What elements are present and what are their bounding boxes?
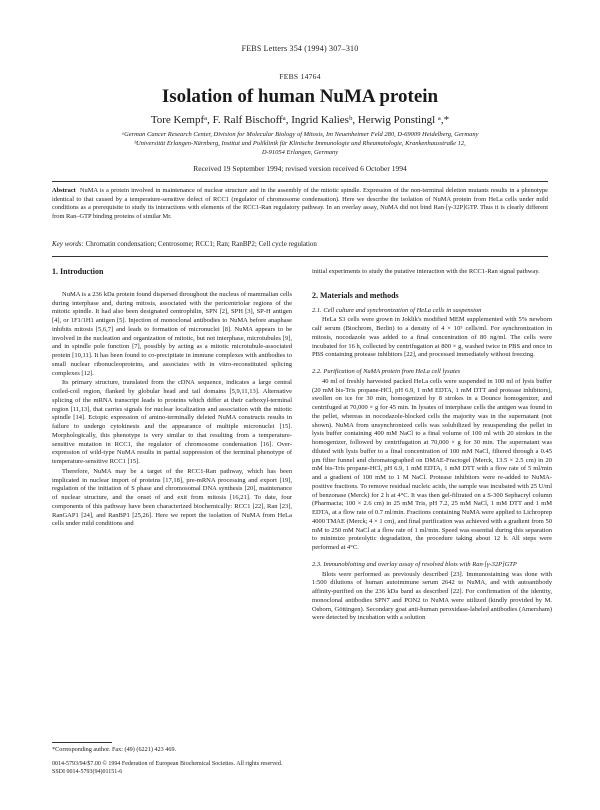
febs-identifier: FEBS 14764	[279, 72, 321, 81]
abstract	[52, 187, 548, 221]
intro-paragraph: Therefore, NuMA may be a target of the RCC1-Ran pathway, which has been implicated in nuclear import of proteins [17,18], pre-mRNA processing and export [19], regulation of the initiation of S phase and chromosomal DNA synthesis [20], maintenance of nuclear structure, and the onset of and exit from mitosis [16,21]. To date, four components of this pathway have been characterized biochemically: RCC1 [22], Ran [23], RanGAP1 [24], and RanBP1 [25,26]. Here we report the isolation of NuMA from HeLa cells under mild conditions and	[52, 467, 292, 528]
intro-paragraph: NuMA is a 236 kDa protein found dispersed throughout the nucleus of mammalian cells during interphase and, during mitosis, associated with the pericentriolar regions of the mitotic spindle. It had also been designated centrophilin, SPN [2], SPH [3], SP-H antigen [4], or 1F1/1H1 antigen [5]. Injection of monoclonal antibodies to NuMA before anaphase inhibits mitosis [5,6,7] and leads to formation of micronuclei [8]. NuMA appears to be involved in the nucleation and organization of mitotic, but not interphase, microtubules [9], and in spindle pole function [7], possibly by acting as a mitotic microtubule-associated protein [10,11]. It has been found to co-precipitate in immune complexes with antibodies to small nuclear ribonucleoproteins, and associates with in vitro-reconstituted splicing complexes [12].	[52, 290, 292, 377]
divider-bottom	[52, 256, 548, 257]
keywords	[52, 240, 548, 248]
methods-heading: 2. Materials and methods	[312, 290, 399, 300]
copyright-notice	[52, 760, 548, 776]
journal-reference: FEBS Letters 354 (1994) 307–310	[241, 44, 359, 53]
abstract-text: NuMA is a protein involved in maintenance of nuclear structure and in the assembly of the mitotic spindle. Expression of the non-terminal deletion mutants results in a phenotype identical to that caused by a temperature-sensitive defect of RCC1 (regulator of chromosome condensation). Here we describe the isolation of NuMA protein from HeLa cells under mild conditions as a prerequisite to study its interactions with elements of the RCC1-Ran regulatory pathway. In an overlay assay, NuMA did not bind Ran·[γ-32P]GTP. Thus it is clearly different from Ran–GTP binding proteins of similar Mr.	[52, 187, 548, 220]
keywords-text: Chromatin condensation; Centrosome; RCC1; Ran; RanBP2; Cell cycle regulation	[85, 240, 317, 248]
divider-top	[52, 181, 548, 182]
ssdi-line: SSDI 0014-5793(94)01151-6	[52, 769, 123, 775]
right-column	[312, 268, 552, 624]
subsection-heading: 2.1. Cell culture and synchronization of HeLa cells in suspension	[312, 306, 482, 314]
left-column	[52, 268, 292, 530]
author-list: Tore Kempfᵃ, F. Ralf Bischoffᵃ, Ingrid Kaliesᵇ, Herwig Ponstingl ᵃ,*	[150, 114, 450, 126]
introduction-heading: 1. Introduction	[52, 267, 104, 276]
affiliations	[80, 130, 520, 157]
subsection-text: HeLa S3 cells were grown in Joklik's modified MEM supplemented with 5% newborn calf serum (Biochrom, Berlin) to a density of 4 × 10⁵ cells/ml. For synchronization in mitosis, nocodazole was added to a final concentration of 80 ng/ml. The cells were incubated for 16 h, collected by centrifugation at 800 × g, washed twice in PBS and once in PBS containing protease inhibitors [22], and processed immediately without freezing.	[312, 316, 552, 359]
affiliation-b: ᵇUniversität Erlangen-Nürnberg, Institut und Poliklinik für Klinische Immunologie und Rheumatologie, Krankenhausstraße 12,	[134, 140, 466, 147]
article-title: Isolation of human NuMA protein	[161, 86, 439, 107]
affiliation-b-city: D-91054 Erlangen, Germany	[261, 149, 339, 156]
footnote-rule	[52, 742, 112, 743]
copyright-line: 0014-5793/94/$7.00 © 1994 Federation of European Biochemical Societies. All rights reserved.	[52, 761, 283, 767]
received-dates: Received 19 September 1994; revised version received 6 October 1994	[193, 164, 407, 173]
keywords-label: Key words:	[52, 240, 84, 248]
intro-continuation: initial experiments to study the putative interaction with the RCC1-Ran signal pathway.	[312, 268, 540, 275]
intro-paragraph: Its primary structure, translated from the cDNA sequence, indicates a large central coiled-coil region, flanked by globular head and tail domains [5,9,11,13]. Alternative splicing of the mRNA transcript leads to proteins which differ at their carboxyl-terminal region [11,13], that carries signals for nuclear localization and association with the mitotic spindle [14]. Ectopic expression of amino-terminally deleted NuMA constructs results in failure to undergo cytokinesis and the appearance of multiple micronuclei [15]. Morphologically, this phenotype is very similar to that resulting from a temperature-sensitive mutation in RCC1, the regulator of chromosome condensation [16]. Over-expression of wild-type NuMA results in partial suppression of the terminal phenotype of temperature-sensitive RCC1 [15].	[52, 379, 292, 465]
abstract-label: Abstract	[52, 187, 76, 194]
corresponding-author-footnote: *Corresponding author. Fax: (49) (6221) 423 469.	[52, 746, 177, 753]
affiliation-a: ᵃGerman Cancer Research Center, Division for Molecular Biology of Mitosis, Im Neuenheimer Feld 280, D-69009 Heidelberg, Germany	[121, 131, 479, 138]
subsection-text: Blots were performed as previously described [23]. Immunostaining was done with 1:500 dilutions of human autoimmune serum 2642 to NuMA, and with autoantibody affinity-purified on the 236 kDa band as described [22]. For confirmation of the identity, monoclonal antibodies SPN7 and PON2 to NuMA were utilized (kindly provided by M. Osborn, Göttingen). Secondary goat anti-human peroxidase-labeled antibodies (Amersham) were detected by incubation with a solution	[312, 570, 552, 622]
subsection-heading: 2.2. Purification of NuMA protein from HeLa cell lysates	[312, 368, 461, 375]
subsection-text: 40 ml of freshly harvested packed HeLa cells were suspended in 100 ml of lysis buffer (20 mM bis-Tris propane-HCl, pH 6.9, 1 mM EDTA, 1 mM DTT and protease inhibitors), swollen on ice for 30 min, homogenized by 8 strokes in a Dounce homogenizer, and centrifuged at 70,000 × g for 45 min. In lysates of interphase cells the antigen was found in the pellet, whereas in nocodazole-blocked cells the majority was in the supernatant (not shown). NuMA from unsynchronized cells was solubilized by resuspending the pellet in lysis buffer containing 400 mM NaCl to a final volume of 100 ml with 20 strokes in the homogenizer, followed by centrifugation at 70,000 × g for 30 min. The supernatant was diluted with lysis buffer to a final concentration of 100 mM NaCl, filtered through a 0.45 μm filter funnel and chromatographed on DMAE-Fractogel (Merck, 13.5 × 2.5 cm) in 20 mM bis-Tris propane-HCl, pH 6.9, 1 mM EDTA, 1 mM DTT with a flow rate of 5 ml/min and a gradient of 100 mM to 1 M NaCl. Protease inhibitors were re-added to NuMA-positive fractions. To remove residual nucleic acids, the sample was incubated with 25 U/ml of benzonase (Merck) for 2 h at 4°C. It was then gel-filtrated on a S-300 Sephacryl column (Pharmacia; 100 × 2.6 cm) in 25 mM Tris, pH 7.2, 25 mM NaCl, 1 mM DTT and 1 mM EDTA, at a flow rate of 0.7 ml/min. Fractions containing NuMA were applied to Lichroprep 4000 TMAE (Merck; 4 × 1 cm), and final purification was achieved with a gradient from 50 mM to 250 mM NaCl at a flow rate of 1 ml/min. Speed was essential during this separation to minimize proteolytic degradation, the procedure taking about 12 h. All steps were performed at 4°C.	[312, 377, 552, 551]
subsection-heading: 2.3. Immunoblotting and overlay assay of resolved blots with Ran·[γ-32P]GTP	[312, 560, 517, 568]
